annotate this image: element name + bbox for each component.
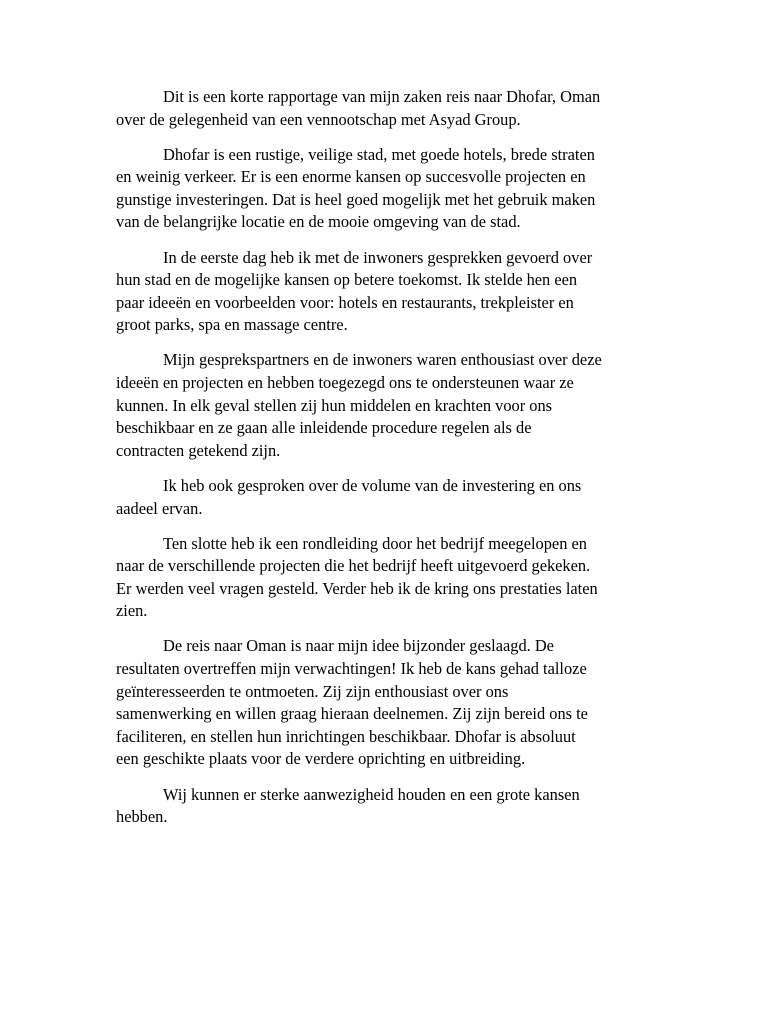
paragraph-1: Dit is een korte rapportage van mijn zaken reis naar Dhofar, Oman over de gelegenheid van een vennootschap met Asyad Group. (116, 87, 601, 129)
paragraph-5: Ik heb ook gesproken over de volume van de investering en ons aadeel ervan. (116, 475, 582, 518)
paragraph-4: Mijn gesprekspartners en de inwoners waren enthousiast over deze ideeën en projecten en hebben toegezegd ons te ondersteunen waar ze kunnen. In elk geval stellen zij hun middelen en krachten voor ons beschikbaar en ze gaan alle inleidende procedure regelen als de contracten getekend zijn. (116, 350, 602, 460)
paragraph-3: In de eerste dag heb ik met de inwoners gesprekken gevoerd over hun stad en de mogelijke kansen op betere toekomst. Ik stelde hen een paar ideeën en voorbeelden voor: hotels en restaurants, trekpleister en groot parks, spa en massage centre. (116, 247, 593, 335)
paragraph-7: De reis naar Oman is naar mijn idee bijzonder geslaagd. De resultaten overtreffen mijn verwachtingen! Ik heb de kans gehad talloze geïnteresseerden te ontmoeten. Zij zijn enthousiast over ons samenwerking en willen graag hieraan deelnemen. Zij zijn bereid ons te faciliteren, en stellen hun inrichtingen beschikbaar. Dhofar is absoluut een geschikte plaats voor de verdere oprichting en uitbreiding. (116, 636, 588, 769)
paragraph-6: Ten slotte heb ik een rondleiding door het bedrijf meegelopen en naar de verschillende projecten die het bedrijf heeft uitgevoerd gekeken. Er werden veel vragen gesteld. Verder heb ik de kring ons prestaties laten zien. (116, 533, 598, 621)
paragraph-2: Dhofar is een rustige, veilige stad, met goede hotels, brede straten en weinig verkeer. Er is een enorme kansen op succesvolle projecten en gunstige investeringen. Dat is heel goed mogelijk met het gebruik maken van de belangrijke locatie en de mooie omgeving van de stad. (116, 144, 596, 232)
document-page (116, 86, 656, 841)
paragraph-8: Wij kunnen er sterke aanwezigheid houden en een grote kansen hebben. (116, 784, 580, 827)
